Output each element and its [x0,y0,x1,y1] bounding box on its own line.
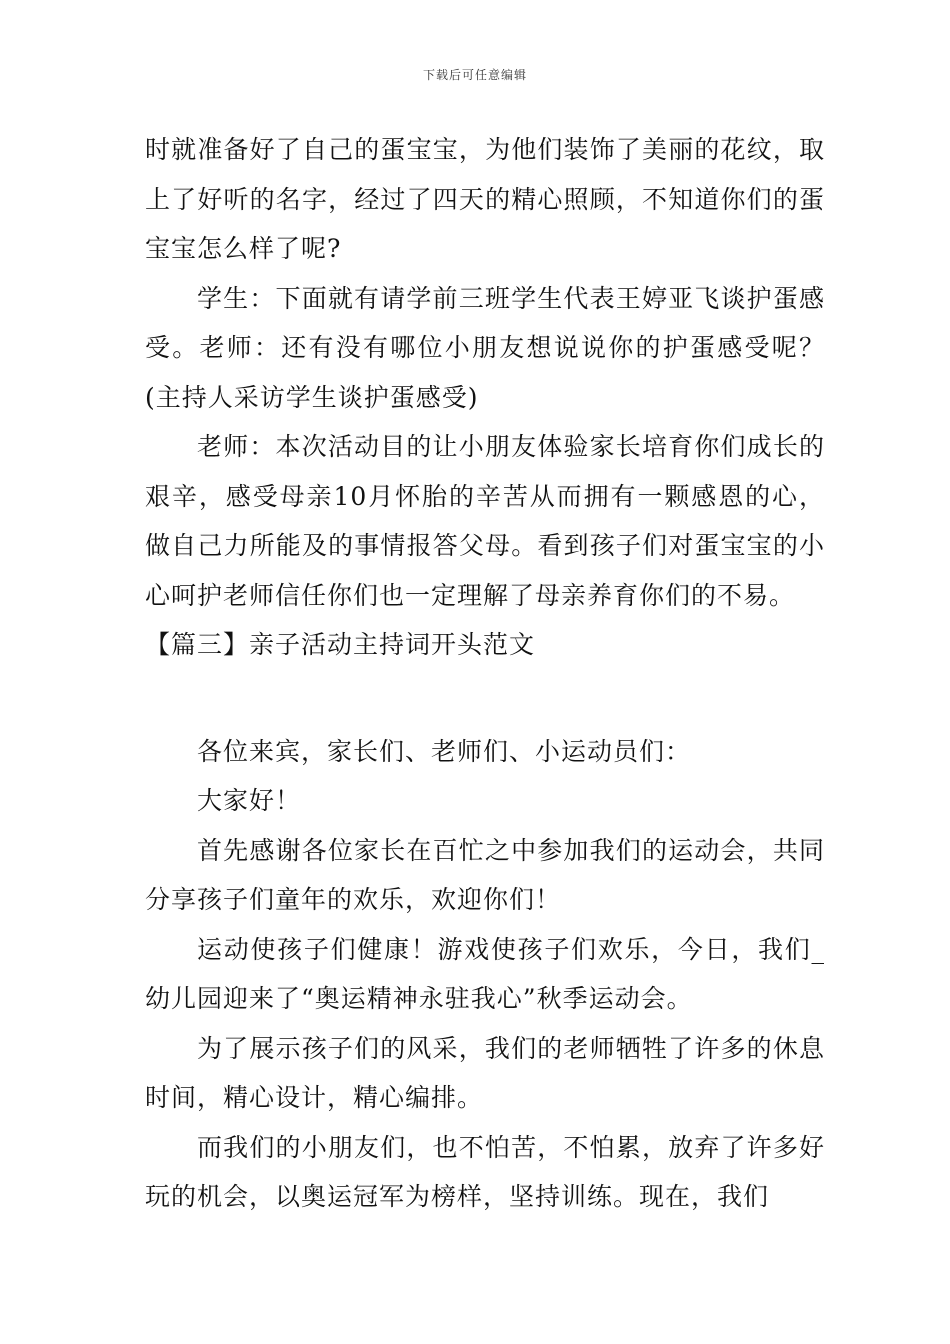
paragraph-teacher-summary: 老师：本次活动目的让小朋友体验家长培育你们成长的艰辛，感受母亲10月怀胎的辛苦从而拥有一颗感恩的心，做自己力所能及的事情报答父母。看到孩子们对蛋宝宝的小心呵护老师信任你们也一定理解了母亲养育你们的不易。 [145,432,825,610]
section-spacer [145,670,825,727]
paragraph-eggs-intro: 时就准备好了自己的蛋宝宝，为他们装饰了美丽的花纹，取上了好听的名字，经过了四天的精心照顾，不知道你们的蛋宝宝怎么样了呢? [145,135,825,263]
paragraph-teachers-effort: 为了展示孩子们的风采，我们的老师牺牲了许多的休息时间，精心设计，精心编排。 [145,1033,825,1112]
paragraph-greeting-guests: 各位来宾，家长们、老师们、小运动员们： [197,736,692,766]
document-body [145,125,825,1222]
paragraph-hello: 大家好！ [197,786,302,815]
paragraph-sports-meeting: 运动使孩子们健康！游戏使孩子们欢乐，今日，我们_幼儿园迎来了“奥运精神永驻我心”秋季运动会。 [145,934,825,1013]
paragraph-student-share: 学生：下面就有请学前三班学生代表王婷亚飞谈护蛋感受。老师：还有没有哪位小朋友想说说你的护蛋感受呢？(主持人采访学生谈护蛋感受) [145,283,825,412]
paragraph-thanks-parents: 首先感谢各位家长在百忙之中参加我们的运动会，共同分享孩子们童年的欢乐，欢迎你们！ [145,835,825,914]
paragraph-children-training: 而我们的小朋友们，也不怕苦，不怕累，放弃了许多好玩的机会，以奥运冠军为榜样，坚持训练。现在，我们 [145,1132,825,1211]
page-header: 下载后可任意编辑 [422,68,527,82]
section-heading: 【篇三】亲子活动主持词开头范文 [145,630,536,659]
